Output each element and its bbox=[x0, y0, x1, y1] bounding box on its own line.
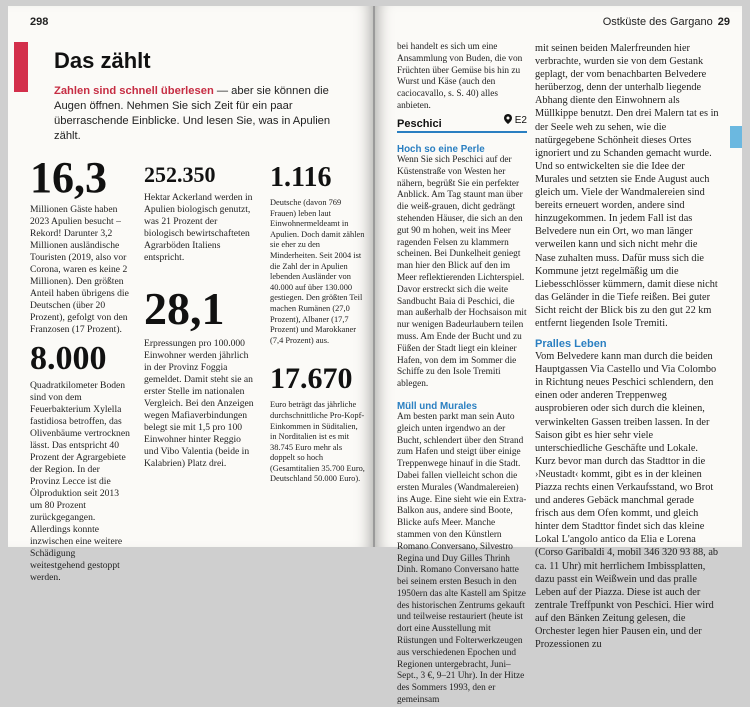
section-text: Am besten parkt man sein Auto gleich unten irgendwo an der Bucht, schlendert über den Strand zum Hafen und steigt über einige Treppenwege hinauf in die Stadt. Dabei fallen vielleicht schon die ersten Murales (Wandmalereien) ins Auge. Eine sieht wie ein Extra-Balkon aus, andere sind Boote, Blicke aufs Meer. Manche stammen von den Künstlern Romano Conversano, Silvestro Regina und Duy Gilles Thrinh Dinh. Romano Conversano hatte bei seinem ersten Besuch in den 1950ern das alte Kastell am Spitze des historischen Zentrums gekauft und teilweise restauriert (heute ist dort eine Ausstellung mit Rüstungen und Folterwerkzeugen aus verschiedenen Epochen und Regionen untergebracht, Juni–Sept., 3 €, 9–21 Uhr). In der Hitze des Sommers 1993, den er gemeinsam bbox=[397, 411, 527, 706]
stat-column-1 bbox=[30, 153, 130, 584]
stat-value: 28,1 bbox=[144, 283, 225, 334]
page-title: Das zählt bbox=[54, 48, 151, 73]
place-name: Peschici bbox=[397, 118, 442, 130]
right-column-2 bbox=[535, 42, 719, 651]
stat-value: 252.350 bbox=[144, 162, 216, 187]
stat-text: Euro beträgt das jährliche durchschnittliche Pro-Kopf-Einkommen in Süditalien, in Norditalien ist es mit 38.745 Euro mehr als doppelt so hoch (Gesamtitalien 35.700 Euro, Deutschland 50.000 Euro). bbox=[270, 400, 365, 484]
stat-text: Quadratkilometer Boden sind von dem Feuerbakterium Xylella fastidiosa betroffen, das Olivenbäume vertrocknen lässt. Das entspricht 40 Prozent der Agrargebiete der Region. In der Provinz Lecce ist die Ölproduktion seit 2013 um 80 Prozent zurückgegangen. Allerdings konnte inzwischen eine weitere Schädigung weitestgehend gestoppt werden. bbox=[30, 380, 130, 583]
right-column-1 bbox=[397, 144, 527, 707]
stat-value: 17.670 bbox=[270, 362, 353, 396]
section-text: Vom Belvedere kann man durch die beiden Hauptgassen Via Castello und Via Colombo in Richtung neues Peschici schlendern, den einen oder anderen Treppenweg ausprobieren oder sich durch die kleinen, verwinkelten Gassen treiben lassen. In der Saison gibt es hier sehr viele unterschiedliche Geschäfte und Lokale. Kurz bevor man durch das Stadttor in die ›Neustadt‹ kommt, gibt es in der kleinen Piazza rechts einen Verkaufsstand, wo Brot und anderes Gebäck manchmal gerade frisch aus dem Ofen kommt, und gleich hinter dem Stadttor findet sich das kleine Lokal L'angolo antico da Elia e Lorena (Corso Garibaldi 4, mobil 346 320 93 88, ab ca. 11 Uhr) mit herrlichem Imbissplatten, dazu passt ein Weißwein und das pralle Leben auf der Piazza. Diese ist auch der zentrale Treffpunkt von Peschici. Hier wird auf den Bänken Zeitung gelesen, die Orchester legen hier Pausen ein, und der Prozessionen zu bbox=[535, 351, 719, 651]
running-head-title: Ostküste des Gargano bbox=[602, 16, 713, 28]
page-number-left: 298 bbox=[30, 16, 49, 28]
running-head bbox=[603, 16, 730, 28]
stat-text: Deutsche (davon 769 Frauen) leben laut Einwohnermeldeamt in Apulien. Doch damit zählen sie eher zu den Minderheiten. Seit 2004 ist die Zahl der in Apulien lebenden Ausländer von 40.000 auf über 130.000 gestiegen. Den größten Teil machen Rumänen (27,0 Prozent), Albaner (17,7 Prozent) und Marokkaner (7,4 Prozent) aus. bbox=[270, 198, 365, 345]
grid-reference-text: E2 bbox=[514, 115, 527, 126]
section-heading: Pralles Leben bbox=[535, 338, 607, 351]
location-pin-icon bbox=[504, 114, 512, 124]
intro-rest: — aber sie können die Augen öffnen. Nehmen Sie sich Zeit für ein paar überraschende Einblicke. Und lesen Sie, was in Apulien zählt. bbox=[54, 85, 331, 142]
grid-reference bbox=[504, 114, 527, 126]
stat-text: Erpressungen pro 100.000 Einwohner werden jährlich in der Provinz Foggia gemeldet. Damit steht sie an erster Stelle im nationalen Vergleich. Bei den Anzeigen wegen Mafiaverbindungen belegt sie mit 1,5 pro 100 Einwohner hinter Reggio und Vibo Valentia (beide in Kalabrien) Platz drei. bbox=[144, 338, 254, 469]
intro-lead: Zahlen sind schnell überlesen bbox=[54, 85, 214, 97]
stat-column-2 bbox=[144, 164, 256, 470]
place-header bbox=[397, 114, 527, 132]
intro-paragraph bbox=[54, 84, 359, 144]
stat-value: 8.000 bbox=[30, 340, 107, 377]
red-accent-bar bbox=[14, 42, 28, 92]
stat-column-3 bbox=[270, 164, 366, 485]
header-rule bbox=[397, 131, 527, 133]
chapter-tab bbox=[730, 126, 742, 148]
section-text: mit seinen beiden Malerfreunden hier verbrachte, wurden sie von dem Gestank geplagt, der vom benachbarten Belvedere herüberzog, denn der unterhalb liegende Abhang diente den Einwohnern als Müllkippe benutzt. Den drei Malern tat es in der Seele weh zu sehen, wie die natürgegebene Schönheit dieses Ortes ignoriert und zu Schanden gemacht wurde. Und so entwickelten sie die Idee der Murales und setzten sie Ende August auch gleich um. Viele der Wandmalereien sind bereits erneuert worden, andere sind hinzugekommen. In jedem Fall ist das Belvedere nun ein Ort, wo man länger verweilen kann und sich nicht mehr die Nase zuhalten muss. Dafür muss sich die Kommune jetzt regelmäßig um die Liebesschlösser kümmern, damit diese nicht das Geländer in die Tiefe reißen. Bei guter Sicht reicht der Blick bis zu den gut 22 km entfernt liegenden Isole Tremiti. bbox=[535, 43, 719, 329]
section-text: Wenn Sie sich Peschici auf der Küstenstraße von Westen her nähern, begrüßt Sie ein perfekter Anblick. Am Tag staunt man über die weiß-grauen, dicht gedrängt stehenden Häuser, die sich an den gut 90 m hohen, weit ins Meer ragenden Felsen zu klammern scheinen. Bei Dunkelheit geniegt man hier den Blick auf den im Meer reflektierenden Lichterspiel. Davor erstreckt sich die weite Sandbucht Baia di Peschici, die man außerhalb der Hochsaison mit nur wenigen Badeurlaubern teilen muss. Am Ende der Bucht und zu Füßen der Stadt liegt ein kleiner Hafen, von dem im Sommer die Schiffe zu den Isole Tremiti ablegen. bbox=[397, 155, 527, 390]
continued-text: bei handelt es sich um eine Ansammlung von Buden, die von Früchten über Gemüse bis hin zu Wurst und Käse (auch den caciocavallo, s. S. 40) alles anbieten. bbox=[397, 42, 523, 111]
left-page bbox=[8, 6, 373, 583]
section-heading: Müll und Murales bbox=[397, 400, 478, 412]
stat-text: Hektar Ackerland werden in Apulien biologisch genutzt, was 21 Prozent der biologisch bewirtschafteten Agrarböden Italiens entspricht. bbox=[144, 192, 253, 263]
right-column-1-top bbox=[397, 42, 527, 113]
stat-value: 1.116 bbox=[270, 162, 332, 193]
section-heading: Hoch so eine Perle bbox=[397, 144, 485, 155]
right-page bbox=[375, 6, 742, 706]
stat-value: 16,3 bbox=[30, 153, 107, 202]
stat-text: Millionen Gäste haben 2023 Apulien besucht – Rekord! Darunter 3,2 Millionen ausländische Touristen (2019, also vor Corona, waren es keine 2 Millionen). Den größten Anteil haben übrigens die Deutschen (über 20 Prozent), gefolgt von den Franzosen (17 Prozent). bbox=[30, 204, 129, 335]
page-number-right: 29 bbox=[717, 16, 730, 28]
